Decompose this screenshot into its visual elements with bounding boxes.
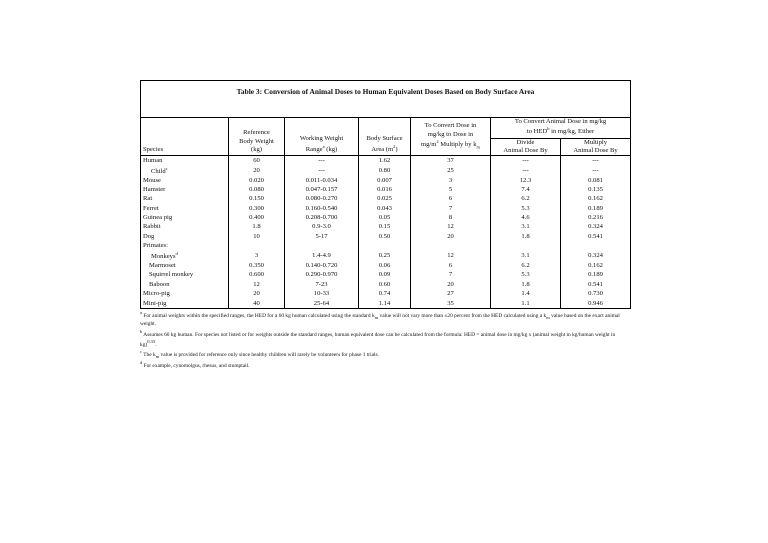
species-cell: Dog [141,232,229,241]
table-row [141,251,631,261]
species-cell: Primates: [141,242,229,251]
divide-cell: 1.4 [491,290,561,299]
ref-cell: 0.080 [229,185,285,194]
multiply-cell: 0.541 [561,280,631,289]
km-cell: 6 [411,195,491,204]
table-row [141,185,631,194]
divide-cell: 1.8 [491,232,561,241]
ref-cell: 20 [229,166,285,176]
range-cell: 0.047-0.157 [285,185,359,194]
km-cell: 20 [411,232,491,241]
range-cell: 10-33 [285,290,359,299]
bsa-cell [359,242,411,251]
ref-cell: 0.600 [229,271,285,280]
table-row [141,232,631,241]
km-cell: 5 [411,185,491,194]
bsa-cell: 1.14 [359,299,411,309]
km-cell: 8 [411,214,491,223]
range-cell: 0.011-0.034 [285,176,359,185]
multiply-cell: 0.324 [561,251,631,261]
km-cell: 7 [411,204,491,213]
table-row [141,242,631,251]
ref-cell: 1.8 [229,223,285,232]
bsa-cell: 0.80 [359,166,411,176]
km-cell: 20 [411,280,491,289]
species-cell: Baboon [141,280,229,289]
species-cell: Mini-pig [141,299,229,309]
species-cell: Ferret [141,204,229,213]
divide-cell: 5.3 [491,271,561,280]
range-cell: 5-17 [285,232,359,241]
range-cell: 1.4-4.9 [285,251,359,261]
km-cell: 25 [411,166,491,176]
range-cell: 0.290-0.970 [285,271,359,280]
range-cell: --- [285,166,359,176]
header-multiply: Multiply Animal Dose By [561,138,631,155]
header-body-surface-area: Body Surface Area $(m^2)$ [359,118,411,156]
ref-cell: 12 [229,280,285,289]
header-hed-group: To Convert Animal Dose in mg/kg to HED$^b$ in mg/kg, Either [491,118,631,139]
table-row [141,280,631,289]
divide-cell: 6.2 [491,261,561,270]
table-row [141,214,631,223]
species-cell: Child$^c$ [141,166,229,176]
range-cell: 25-64 [285,299,359,309]
table-title: Table 3: Conversion of Animal Doses to Human Equivalent Doses Based on Body Surface Area [141,81,631,118]
species-cell: Human [141,156,229,166]
multiply-cell: 0.946 [561,299,631,309]
species-cell: Squirrel monkey [141,271,229,280]
ref-cell: 0.300 [229,204,285,213]
km-cell: 3 [411,176,491,185]
species-cell: Guinea pig [141,214,229,223]
ref-cell [229,242,285,251]
header-working-weight-range: Working Weight Range$^a$ (kg) [285,118,359,156]
km-cell: 6 [411,261,491,270]
multiply-cell: 0.162 [561,195,631,204]
divide-cell: 3.1 [491,251,561,261]
km-cell: 12 [411,251,491,261]
multiply-cell: 0.189 [561,271,631,280]
table-row [141,204,631,213]
divide-cell: 6.2 [491,195,561,204]
bsa-cell: 0.043 [359,204,411,213]
table-row [141,176,631,185]
bsa-cell: 0.25 [359,251,411,261]
bsa-cell: 0.007 [359,176,411,185]
species-cell: Micro-pig [141,290,229,299]
bsa-cell: 0.60 [359,280,411,289]
ref-cell: 10 [229,232,285,241]
multiply-cell: 0.081 [561,176,631,185]
bsa-cell: 0.025 [359,195,411,204]
divide-cell: --- [491,166,561,176]
divide-cell: 5.3 [491,204,561,213]
range-cell: 0.160-0.540 [285,204,359,213]
footnote-b: $^b$ Assumes 60 kg human. For species not listed or for weights outside the standard ranges, human equivalent dose can be calculated from the formula: HED = animal dose in mg/kg x (animal weight in kg/human weight in kg)$^{0.33}$. [140,328,616,348]
footnotes [140,310,630,369]
multiply-cell: 0.730 [561,290,631,299]
header-convert-dose-km: To Convert Dose in mg/kg to Dose in $mg/m^2$ Multiply by $k_m$ [411,118,491,156]
multiply-cell: 0.162 [561,261,631,270]
bsa-cell: 0.06 [359,261,411,270]
table-row [141,261,631,270]
multiply-cell: --- [561,166,631,176]
footnote-d: $^d$ For example, cynomolgus, rhesus, and stumptail. [140,359,250,369]
species-cell: Hamster [141,185,229,194]
range-cell: 0.140-0.720 [285,261,359,270]
table-row [141,156,631,166]
header-reference-weight: Reference Body Weight (kg) [229,118,285,156]
km-cell: 7 [411,271,491,280]
ref-cell: 0.400 [229,214,285,223]
ref-cell: 0.150 [229,195,285,204]
table-row [141,166,631,176]
footnote-a: $^a$ For animal weights within the specified ranges, the HED for a 60 kg human calculated using the standard $k_m$ value will not vary more than ±20 percent from the HED calculated using a $k_m$ value based on the exact animal weight. [140,310,620,328]
range-cell: 0.080-0.270 [285,195,359,204]
divide-cell: 3.1 [491,223,561,232]
bsa-cell: 0.09 [359,271,411,280]
km-cell: 12 [411,223,491,232]
multiply-cell: 0.135 [561,185,631,194]
multiply-cell: 0.324 [561,223,631,232]
bsa-cell: 0.016 [359,185,411,194]
species-cell: Marmoset [141,261,229,270]
bsa-cell: 1.62 [359,156,411,166]
km-cell: 27 [411,290,491,299]
km-cell [411,242,491,251]
range-cell: 7-23 [285,280,359,289]
table-row [141,299,631,309]
multiply-cell [561,242,631,251]
multiply-cell: --- [561,156,631,166]
species-cell: Mouse [141,176,229,185]
bsa-cell: 0.50 [359,232,411,241]
range-cell: 0.9-3.0 [285,223,359,232]
divide-cell [491,242,561,251]
divide-cell: 7.4 [491,185,561,194]
divide-cell: 1.8 [491,280,561,289]
ref-cell: 0.020 [229,176,285,185]
ref-cell: 0.350 [229,261,285,270]
dose-conversion-table [140,80,631,309]
divide-cell: 12.3 [491,176,561,185]
divide-cell: 4.6 [491,214,561,223]
species-cell: Rabbit [141,223,229,232]
multiply-cell: 0.216 [561,214,631,223]
range-cell: --- [285,156,359,166]
table-body [141,156,631,309]
table-row [141,223,631,232]
ref-cell: 40 [229,299,285,309]
divide-cell: --- [491,156,561,166]
table-row [141,290,631,299]
range-cell: 0.208-0.700 [285,214,359,223]
multiply-cell: 0.541 [561,232,631,241]
footnote-c: $^c$ The $k_m$ value is provided for reference only since healthy children will rarely be volunteers for phase 1 trials. [140,348,379,359]
bsa-cell: 0.15 [359,223,411,232]
ref-cell: 20 [229,290,285,299]
species-cell: Monkeys$^d$ [141,251,229,261]
bsa-cell: 0.74 [359,290,411,299]
table-row [141,271,631,280]
document [140,80,630,370]
species-cell: Rat [141,195,229,204]
ref-cell: 3 [229,251,285,261]
ref-cell: 60 [229,156,285,166]
header-species: Species [141,118,229,156]
range-cell [285,242,359,251]
table-row [141,195,631,204]
bsa-cell: 0.05 [359,214,411,223]
km-cell: 35 [411,299,491,309]
header-divide: Divide Animal Dose By [491,138,561,155]
multiply-cell: 0.189 [561,204,631,213]
divide-cell: 1.1 [491,299,561,309]
km-cell: 37 [411,156,491,166]
